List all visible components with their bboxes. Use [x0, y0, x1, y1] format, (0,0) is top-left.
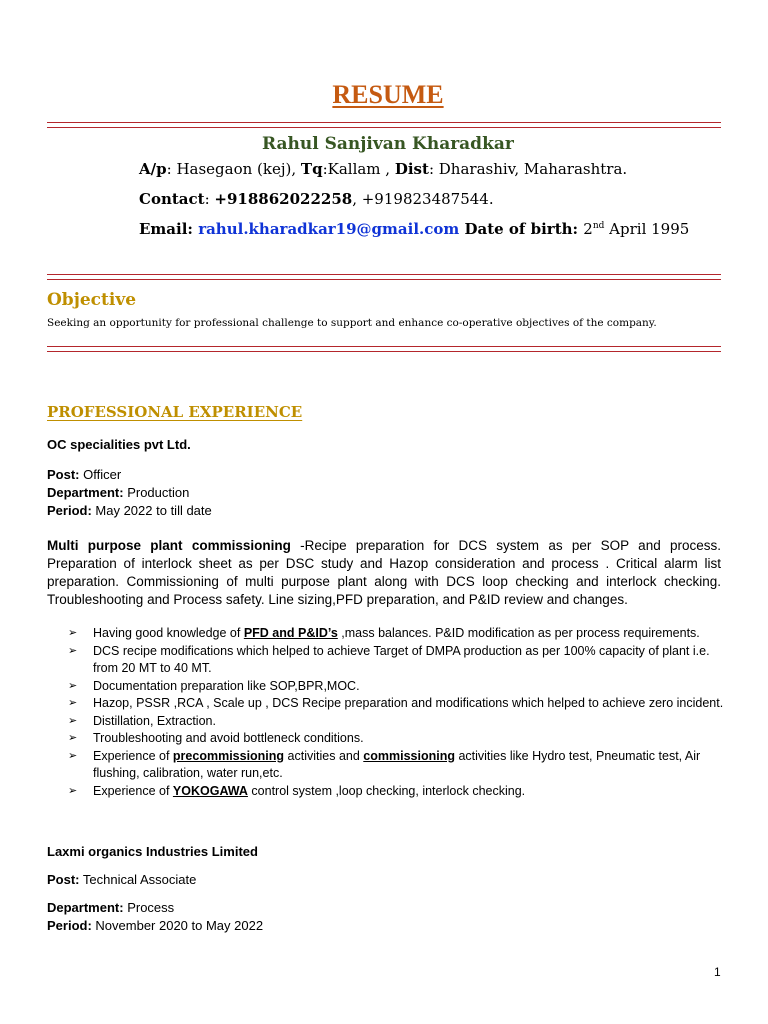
bullet-emphasis: PFD and P&ID’s [243, 626, 338, 640]
bullet-text: ,mass balances. P&ID modification as per process requirements. [337, 626, 700, 640]
bullet-text: Experience of [93, 783, 173, 798]
list-item [68, 713, 728, 731]
post-value: Technical Associate [79, 872, 197, 887]
page-number: 1 [714, 965, 721, 979]
list-item [68, 643, 728, 678]
dob-day: 2 [583, 220, 593, 238]
bullet-text: activities and [284, 748, 364, 763]
contact-sep: : [204, 190, 215, 208]
experience-heading: PROFESSIONAL EXPERIENCE [47, 403, 303, 421]
arrow-bullet-icon: ➢ [68, 627, 78, 639]
email-line [139, 220, 689, 238]
ap-label: A/p [139, 160, 167, 178]
tq-value: Kallam , [327, 160, 395, 178]
dob-rest: April 1995 [604, 220, 690, 238]
bullet-emphasis: precommissioning [172, 748, 285, 763]
list-item [68, 783, 728, 801]
post-label: Post: [47, 467, 80, 482]
dist-value: Dharashiv, Maharashtra. [438, 160, 628, 178]
list-item [68, 748, 728, 783]
bullet-text: Troubleshooting and avoid bottleneck conditions. [93, 731, 364, 745]
address-line: A/p: Hasegaon (kej), Tq:Kallam , Dist: Dharashiv, Maharashtra. [139, 160, 628, 178]
candidate-name: Rahul Sanjivan Kharadkar [262, 134, 514, 154]
bullet-text: Hazop, PSSR ,RCA , Scale up , DCS Recipe preparation and modifications which helped to achieve zero incident. [93, 696, 724, 710]
bullet-text: activities like Hydro test, Pneumatic test, Air flushing, calibration, water run,etc. [93, 748, 701, 780]
bullet-text: Having good knowledge of [93, 626, 244, 640]
period-line [47, 503, 212, 518]
arrow-bullet-icon: ➢ [68, 644, 78, 657]
period-value: May 2022 to till date [91, 503, 212, 518]
list-item [68, 730, 728, 748]
company-name: Laxmi organics Industries Limited [47, 844, 258, 859]
divider [47, 122, 721, 128]
bullet-text: control system ,loop checking, interlock checking. [247, 783, 526, 798]
bullet-text: Experience of [93, 748, 173, 763]
contact-line [139, 190, 494, 208]
objective-heading: Objective [47, 290, 137, 310]
email-link[interactable]: rahul.kharadkar19@gmail.com [198, 220, 460, 238]
bullet-text: DCS recipe modifications which helped to achieve Target of DMPA production as per 100% capacity of plant i.e. from 20 MT to 40 MT. [93, 643, 710, 675]
department-value: Production [123, 485, 190, 500]
arrow-bullet-icon: ➢ [68, 679, 78, 692]
summary-text: -Recipe preparation for DCS system as per SOP and process. Preparation of interlock sheet as per DSC study and Hazop consideration and process . Critical alarm list preparation. Commissioning of multi purpose plant along with DCS loop checking and interlock checking. Troubleshooting and Process safety. Line sizing,PFD preparation, and P&ID review and changes. [47, 538, 721, 607]
divider [47, 274, 721, 280]
tq-label: Tq [300, 160, 323, 178]
ap-value: Hasegaon (kej), [176, 160, 301, 178]
department-line [47, 485, 189, 500]
post-label: Post: [47, 872, 80, 887]
bullet-emphasis: YOKOGAWA [172, 783, 248, 798]
post-value: Officer [79, 467, 122, 482]
arrow-bullet-icon: ➢ [68, 697, 78, 709]
list-item [68, 695, 728, 713]
period-label: Period: [47, 918, 92, 933]
responsibility-list [68, 625, 728, 800]
arrow-bullet-icon: ➢ [68, 732, 78, 744]
divider [47, 346, 721, 352]
bullet-text: Documentation preparation like SOP,BPR,MOC. [93, 678, 360, 693]
period-value: November 2020 to May 2022 [91, 918, 264, 933]
contact-label: Contact [139, 190, 205, 208]
period-line [47, 918, 263, 933]
department-label: Department: [47, 900, 124, 915]
period-label: Period: [47, 503, 92, 518]
job-summary [47, 537, 721, 609]
list-item [68, 678, 728, 696]
objective-text: Seeking an opportunity for professional challenge to support and enhance co-operative objectives of the company. [47, 317, 657, 329]
dist-label: Dist [394, 160, 429, 178]
phone-primary: +918862022258 [214, 190, 353, 208]
dob-suffix: nd [592, 221, 605, 231]
summary-title: Multi purpose plant commissioning [47, 538, 291, 553]
company-name: OC specialities pvt Ltd. [47, 437, 191, 452]
list-item [68, 625, 728, 643]
dob-label: Date of birth: [459, 220, 584, 238]
page-title: RESUME [332, 80, 444, 109]
department-value: Process [123, 900, 175, 915]
bullet-text: Distillation, Extraction. [93, 713, 216, 728]
department-label: Department: [47, 485, 124, 500]
department-line [47, 900, 174, 915]
phone-secondary: , +919823487544. [352, 190, 494, 208]
bullet-emphasis: commissioning [363, 748, 455, 763]
post-line [47, 872, 196, 887]
email-label: Email: [139, 220, 199, 238]
post-line [47, 467, 121, 482]
arrow-bullet-icon: ➢ [68, 714, 78, 727]
arrow-bullet-icon: ➢ [68, 784, 78, 797]
arrow-bullet-icon: ➢ [68, 749, 78, 762]
